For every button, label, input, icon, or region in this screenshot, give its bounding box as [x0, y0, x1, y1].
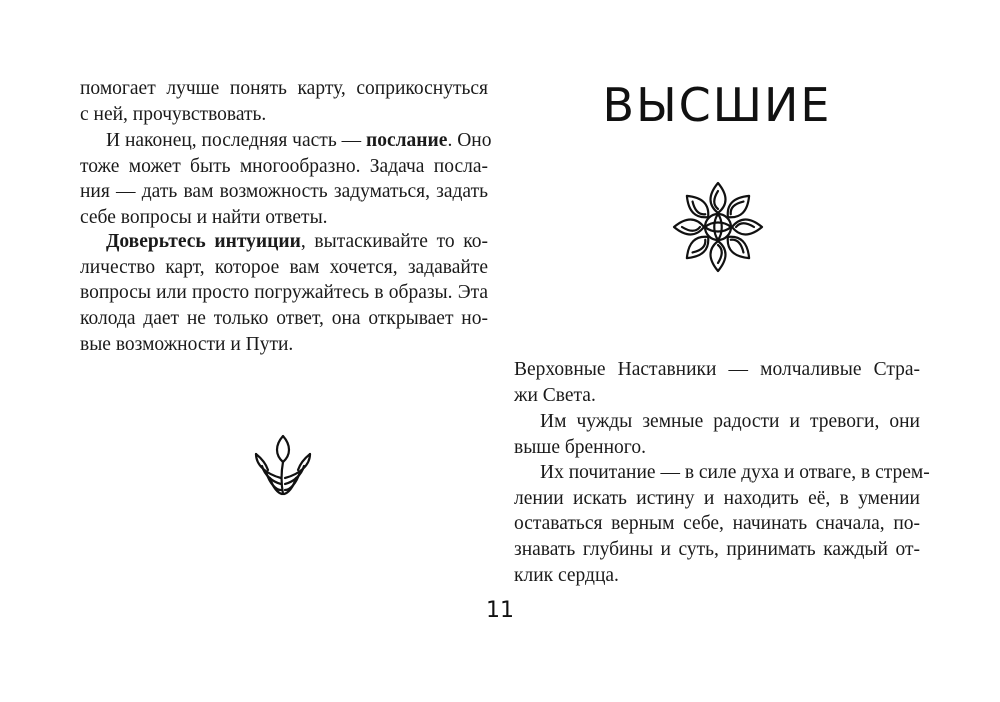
text-line: оставаться верным себе, начинать сначала, по- [514, 513, 920, 535]
text-line [80, 128, 492, 154]
text-line: с ней, прочувствовать. [80, 103, 267, 125]
bold-term-message: послание [365, 130, 448, 151]
lotus-mandala-icon [671, 180, 765, 274]
text-line: Им чужды земные радости и тревоги, они [540, 411, 920, 432]
text-line: вопросы или просто погружайтесь в образы. Эта [80, 282, 488, 304]
text-line: жи Света. [514, 384, 596, 406]
text-fragment: , вытаскивайте то ко- [300, 231, 489, 252]
text-line: вые возможности и Пути. [80, 333, 294, 355]
paragraph-veneration [514, 460, 930, 589]
paragraph-message [80, 128, 492, 231]
text-line: помогает лучше понять карту, соприкоснуться [80, 78, 488, 99]
text-fragment: И наконец, последняя часть — [106, 130, 366, 151]
text-line: клик сердца. [514, 564, 619, 586]
text-line: ния — дать вам возможность задуматься, задать [80, 181, 488, 203]
paragraph-alien-to-earthly [514, 409, 920, 460]
paragraph-supreme-mentors [514, 357, 920, 408]
chapter-title: ВЫСШИЕ [602, 78, 832, 132]
text-line: лении искать истину и находить её, в умении [514, 487, 920, 509]
text-line: тоже может быть многообразно. Задача посла- [80, 155, 488, 177]
text-line: знавать глубины и суть, принимать каждый от- [514, 539, 920, 561]
text-line: Верховные Наставники — молчаливые Стра- [514, 359, 920, 380]
text-fragment: . Оно [447, 130, 492, 151]
text-line: себе вопросы и найти ответы. [80, 207, 328, 229]
paragraph-trust-intuition [80, 229, 488, 358]
text-line: личество карт, которое вам хочется, задавайте [80, 256, 488, 278]
text-line: колода дает не только ответ, она открывает но- [80, 308, 488, 330]
text-line: Их почитание — в силе духа и отваге, в стрем- [540, 462, 930, 483]
text-line [80, 229, 488, 255]
sprout-plant-icon [248, 432, 318, 498]
text-line: выше бренного. [514, 436, 646, 458]
bold-term-intuition: Доверьтесь интуиции [106, 231, 301, 252]
paragraph-intro-continuation [80, 76, 488, 127]
page-number: 11 [486, 598, 514, 623]
